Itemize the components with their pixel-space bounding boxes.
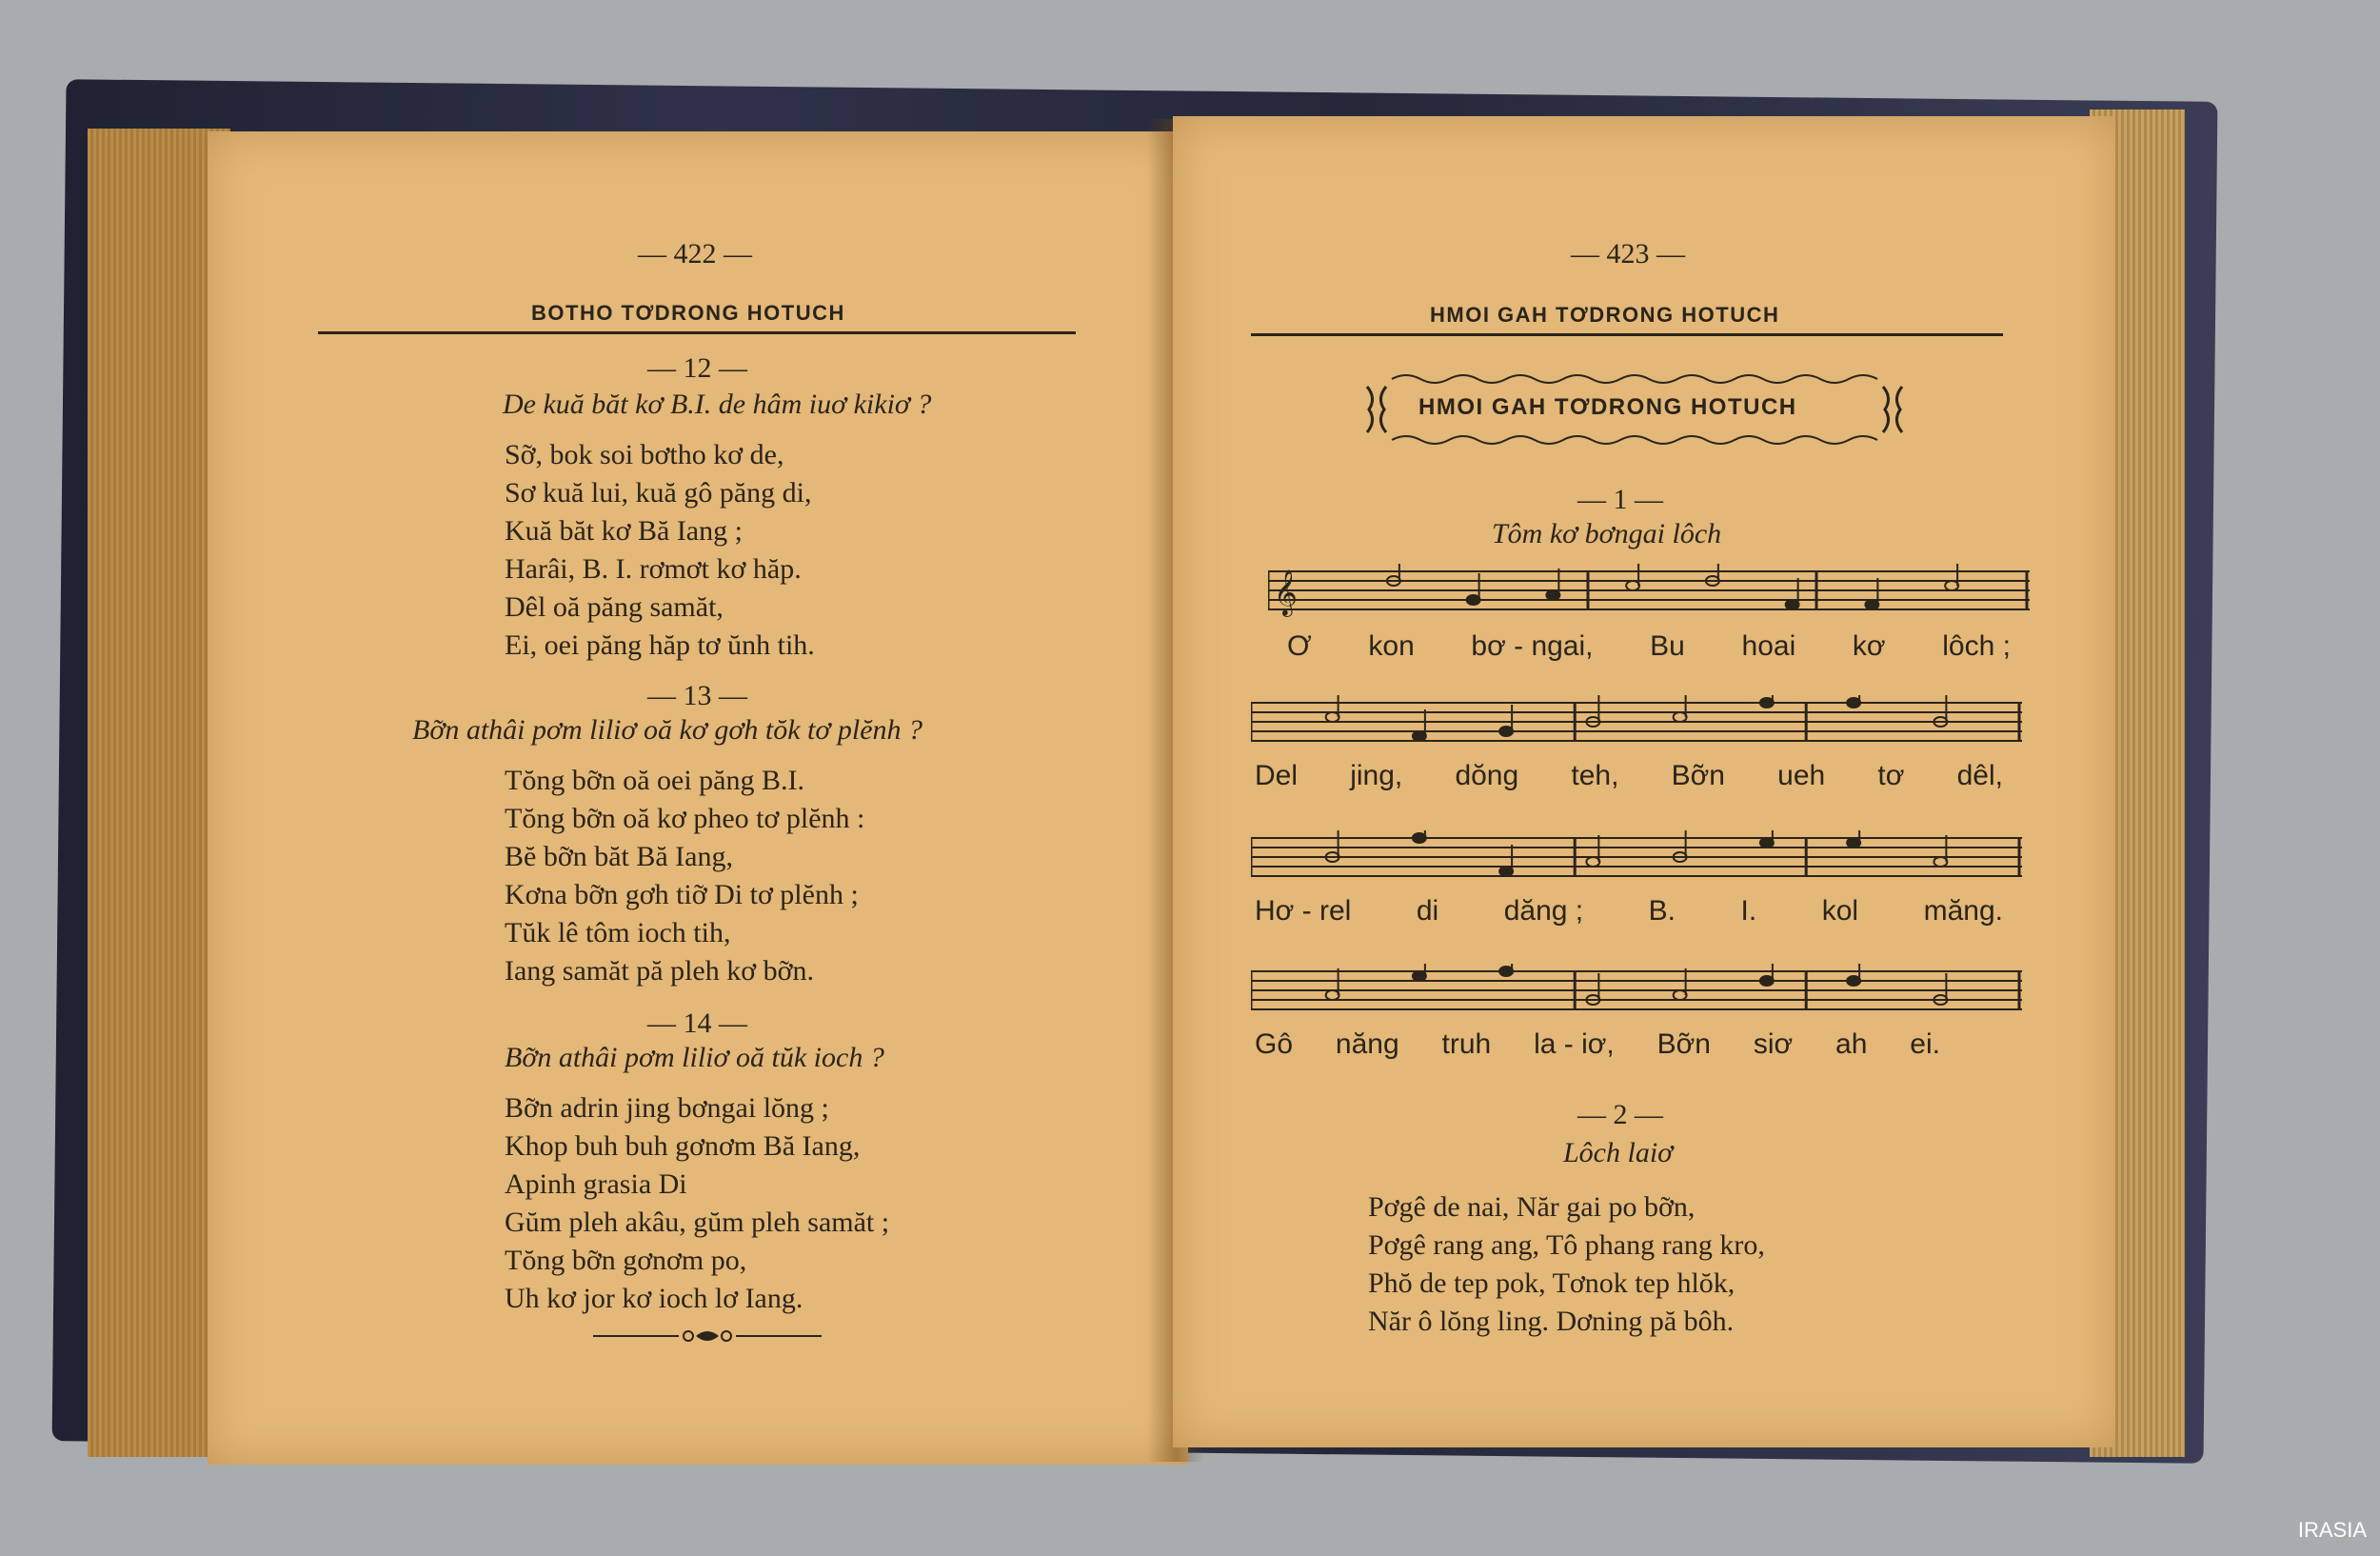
- verse-list: [505, 762, 864, 990]
- lyrics-line: [1287, 630, 2011, 663]
- verse-line: Apinh grasia Di: [505, 1168, 687, 1200]
- verse-line: Uh kơ jor kơ ioch lơ Iang.: [505, 1283, 803, 1314]
- section-number: — 2 —: [1577, 1099, 1663, 1130]
- music-note: [1326, 712, 1339, 722]
- lyrics-line: [1255, 1028, 1940, 1061]
- question-line: Bỡn athâi pơm liliơ oă tŭk ioch ?: [505, 1042, 884, 1073]
- lyric-syllable: dŏng: [1455, 760, 1519, 791]
- lyric-syllable: ueh: [1777, 760, 1826, 791]
- music-note: [1847, 838, 1860, 848]
- lyric-syllable: dêl,: [1956, 760, 2003, 791]
- verse-line: Tŏng bỡn oă oei păng B.I.: [505, 765, 804, 796]
- lyric-syllable: truh: [1441, 1028, 1492, 1060]
- lyric-syllable: B.: [1648, 895, 1676, 927]
- music-note: [1760, 838, 1774, 848]
- music-note: [1626, 581, 1639, 590]
- verse-line: Bỡn adrin jing bơngai lŏng ;: [505, 1092, 829, 1124]
- running-head: BOTHO TƠDRONG HOTUCH: [531, 301, 845, 325]
- music-note: [1934, 857, 1947, 867]
- lyric-syllable: kon: [1368, 630, 1415, 662]
- lyric-syllable: dăng ;: [1503, 895, 1584, 927]
- verse-list: [1368, 1188, 1765, 1341]
- watermark: IRASIA: [2297, 1518, 2367, 1542]
- lyric-syllable: teh,: [1571, 760, 1619, 791]
- song-subtitle: Lôch laiơ: [1563, 1137, 1674, 1168]
- lyric-syllable: ei.: [1910, 1028, 1940, 1060]
- music-staff: [1251, 964, 2022, 1021]
- music-note: [1847, 976, 1860, 986]
- music-note: [1847, 698, 1860, 708]
- lyric-syllable: hoai: [1741, 630, 1796, 662]
- verse-line: Năr ô lŏng ling. Dơning pă bôh.: [1368, 1306, 1735, 1337]
- music-note: [1760, 976, 1774, 986]
- verse-line: Pơgê rang ang, Tô phang rang kro,: [1368, 1229, 1765, 1261]
- section-number: — 12 —: [647, 352, 747, 384]
- section-title: HMOI GAH TƠDRONG HOTUCH: [1418, 394, 1797, 420]
- lyric-syllable: bơ - ngai,: [1471, 630, 1594, 662]
- song-subtitle: Tôm kơ bơngai lôch: [1492, 518, 1722, 549]
- verse-line: Tŭk lê tôm ioch tih,: [505, 917, 731, 948]
- music-note: [1326, 990, 1339, 1000]
- music-note: [1865, 600, 1878, 609]
- lyric-syllable: Ơ: [1287, 630, 1312, 662]
- verse-list: [505, 1089, 889, 1318]
- page-number: — 423 —: [1571, 238, 1685, 269]
- verse-line: Bĕ bỡn băt Bă Iang,: [505, 841, 733, 872]
- lyric-syllable: Bu: [1650, 630, 1685, 662]
- lyric-syllable: jing,: [1350, 760, 1403, 791]
- music-note: [1499, 867, 1513, 876]
- verse-line: Tŏng bỡn oă kơ pheo tơ plĕnh :: [505, 803, 865, 834]
- lyric-syllable: kol: [1821, 895, 1859, 927]
- lyric-syllable: Bỡn: [1656, 1028, 1711, 1060]
- lyric-syllable: măng.: [1923, 895, 2003, 927]
- verse-line: Iang samăt pă pleh kơ bỡn.: [505, 955, 814, 987]
- music-note: [1413, 833, 1426, 843]
- music-note: [1499, 967, 1513, 976]
- verse-line: Sỡ, bok soi bơtho kơ de,: [505, 439, 784, 470]
- page-number: — 422 —: [638, 238, 752, 269]
- header-rule: [318, 331, 1076, 334]
- music-note: [1413, 971, 1426, 981]
- verse-line: Dêl oă păng samăt,: [505, 591, 724, 623]
- running-head: HMOI GAH TƠDRONG HOTUCH: [1430, 303, 1780, 327]
- verse-line: Harâi, B. I. rơmơt kơ hăp.: [505, 553, 802, 585]
- lyrics-line: [1255, 895, 2003, 928]
- section-number: — 1 —: [1577, 484, 1663, 515]
- lyric-syllable: di: [1416, 895, 1439, 927]
- question-line: Bỡn athâi pơm liliơ oă kơ gơh tŏk tơ plĕnh ?: [412, 714, 923, 746]
- lyric-syllable: Bỡn: [1671, 760, 1725, 791]
- lyric-syllable: kơ: [1852, 630, 1886, 662]
- music-note: [1674, 990, 1687, 1000]
- treble-clef-icon: 𝄞: [1274, 569, 1298, 615]
- question-line: De kuă băt kơ B.I. de hâm iuơ kikiơ ?: [503, 389, 932, 420]
- music-note: [1786, 600, 1799, 609]
- music-staff: [1268, 564, 2030, 621]
- music-note: [1467, 595, 1480, 605]
- section-number: — 13 —: [647, 680, 747, 711]
- lyric-syllable: Hơ - rel: [1255, 895, 1352, 927]
- music-staff: [1251, 830, 2022, 888]
- end-ornament: [593, 1327, 822, 1346]
- verse-line: Khop buh buh gơnơm Bă Iang,: [505, 1130, 861, 1162]
- verse-line: Ei, oei păng hăp tơ ŭnh tih.: [505, 629, 815, 661]
- verse-line: Tŏng bỡn gơnơm po,: [505, 1245, 747, 1276]
- lyrics-line: [1255, 760, 2003, 792]
- music-note: [1760, 698, 1774, 708]
- lyric-syllable: ah: [1835, 1028, 1868, 1060]
- music-note: [1546, 590, 1559, 600]
- music-note: [1586, 857, 1599, 867]
- verse-line: Kơna bỡn gơh tiỡ Di tơ plĕnh ;: [505, 879, 859, 910]
- music-note: [1499, 727, 1513, 736]
- verse-list: [505, 436, 815, 665]
- verse-line: Pơgê de nai, Năr gai po bỡn,: [1368, 1191, 1696, 1223]
- lyric-syllable: I.: [1740, 895, 1757, 927]
- lyric-syllable: Gô: [1255, 1028, 1294, 1060]
- music-note: [1413, 731, 1426, 741]
- lyric-syllable: siơ: [1753, 1028, 1794, 1060]
- lyric-syllable: Del: [1255, 760, 1299, 791]
- header-rule: [1251, 333, 2003, 336]
- verse-line: Gŭm pleh akâu, gŭm pleh samăt ;: [505, 1207, 890, 1238]
- section-number: — 14 —: [647, 1007, 747, 1039]
- lyric-syllable: tơ: [1877, 760, 1905, 791]
- music-note: [1945, 581, 1958, 590]
- verse-line: Sơ kuă lui, kuă gô păng di,: [505, 477, 812, 509]
- verse-line: Kuă băt kơ Bă Iang ;: [505, 515, 743, 547]
- left-page: [208, 131, 1188, 1465]
- lyric-syllable: la - iơ,: [1534, 1028, 1615, 1060]
- music-staff: [1251, 695, 2022, 752]
- right-page: [1173, 116, 2115, 1447]
- music-note: [1674, 712, 1687, 722]
- verse-line: Phŏ de tep pok, Tơnok tep hlŏk,: [1368, 1267, 1735, 1299]
- lyric-syllable: lôch ;: [1942, 630, 2011, 662]
- lyric-syllable: năng: [1335, 1028, 1399, 1060]
